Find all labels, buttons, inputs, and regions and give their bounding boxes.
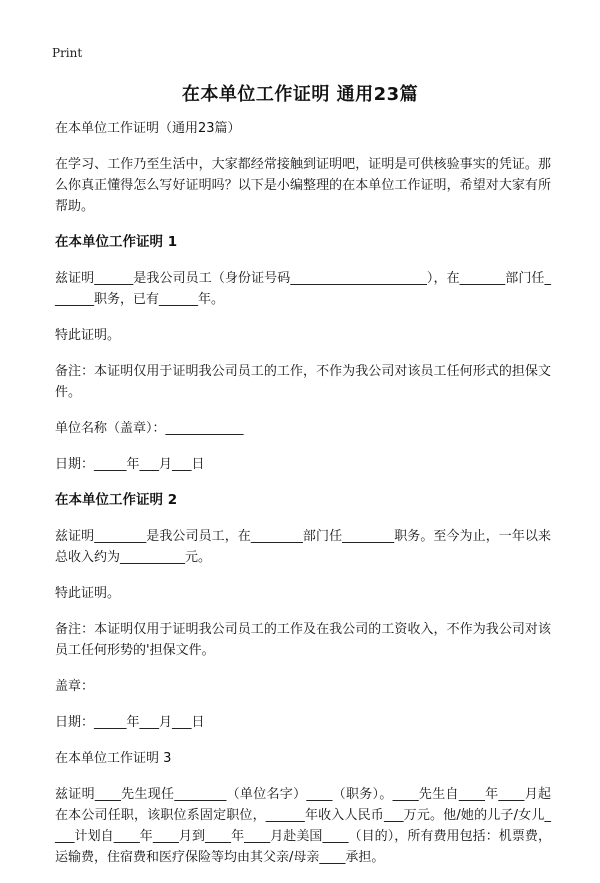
remark-paragraph: 备注：本证明仅用于证明我公司员工的工作，不作为我公司对该员工任何形式的担保文件。 bbox=[55, 364, 551, 400]
section-2 bbox=[55, 490, 551, 733]
remark-paragraph: 备注：本证明仅用于证明我公司员工的工作及在我公司的工资收入，不作为我公司对该员工任何形势的'担保文件。 bbox=[55, 622, 551, 658]
page-title: 在本单位工作证明 通用23篇 bbox=[181, 84, 419, 105]
certification-statement: 特此证明。 bbox=[55, 586, 121, 601]
section-heading: 在本单位工作证明 1 bbox=[55, 234, 178, 250]
section-heading: 在本单位工作证明 3 bbox=[55, 751, 172, 766]
intro-paragraph: 在学习、工作乃至生活中，大家都经常接触到证明吧，证明是可供核验事实的凭证。那么你真正懂得怎么写好证明吗？以下是小编整理的在本单位工作证明，希望对大家有所帮助。 bbox=[55, 157, 551, 214]
certificate-body: 兹证明____先生现任________（单位名字）____（职务）。____先生自____年____月起在本公司任职，该职位系固定职位，______年收入人民币___万元。他/她的儿子/女儿____计划自____年____月到____年____月赴美国____（目的），所有费用包括：机票费，运输费，住宿费和医疗保险等均由其父亲/母亲____承担。 bbox=[55, 787, 551, 865]
certification-statement: 特此证明。 bbox=[55, 328, 121, 343]
certificate-body: 兹证明________是我公司员工，在________部门任________职务。至今为止，一年以来总收入约为__________元。 bbox=[55, 529, 551, 565]
date-line: 日期：_____年___月___日 bbox=[55, 715, 205, 730]
section-3 bbox=[55, 748, 551, 868]
document-body bbox=[55, 118, 551, 883]
section-1 bbox=[55, 232, 551, 475]
seal-line: 盖章： bbox=[55, 679, 95, 694]
date-line: 日期：_____年___月___日 bbox=[55, 457, 205, 472]
company-name-line: 单位名称（盖章）：____________ bbox=[55, 421, 244, 436]
document-subtitle: 在本单位工作证明（通用23篇） bbox=[55, 121, 241, 136]
print-label[interactable]: Print bbox=[52, 46, 83, 60]
section-heading: 在本单位工作证明 2 bbox=[55, 492, 178, 508]
certificate-body: 兹证明______是我公司员工（身份证号码_____________________），在_______部门任_______职务，已有______年。 bbox=[55, 271, 551, 307]
